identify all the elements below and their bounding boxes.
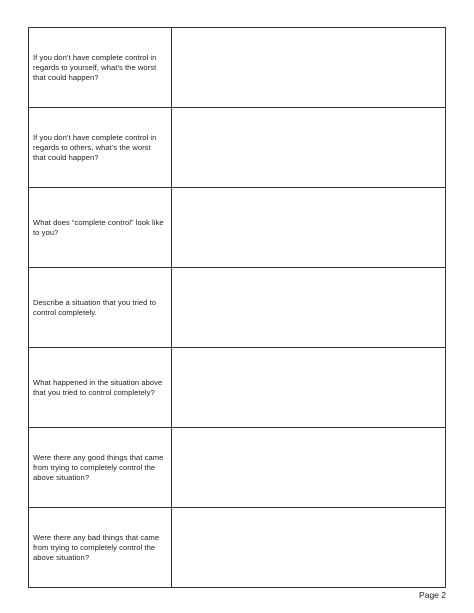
worksheet-row — [29, 268, 446, 348]
worksheet-table — [28, 27, 446, 588]
worksheet-row — [29, 348, 446, 428]
question-cell — [29, 268, 172, 348]
worksheet-row — [29, 28, 446, 108]
question-text: If you don’t have complete control in regards to others, what’s the worst that could happen? — [33, 132, 157, 162]
question-cell — [29, 108, 172, 188]
answer-cell[interactable] — [172, 508, 446, 588]
question-cell — [29, 188, 172, 268]
question-cell — [29, 348, 172, 428]
question-cell — [29, 428, 172, 508]
question-text: If you don’t have complete control in regards to yourself, what’s the worst that could happen? — [33, 52, 157, 82]
worksheet-row — [29, 428, 446, 508]
answer-cell[interactable] — [172, 268, 446, 348]
question-cell — [29, 28, 172, 108]
answer-cell[interactable] — [172, 108, 446, 188]
question-text: Were there any good things that came from trying to completely control the above situation? — [33, 452, 164, 482]
answer-cell[interactable] — [172, 188, 446, 268]
question-cell — [29, 508, 172, 588]
answer-cell[interactable] — [172, 348, 446, 428]
question-text: Were there any bad things that came from trying to completely control the above situation? — [33, 532, 160, 562]
worksheet-row — [29, 508, 446, 588]
question-text: Describe a situation that you tried to control completely. — [33, 297, 157, 317]
page-number: Page 2 — [419, 590, 446, 600]
question-text: What does “complete control” look like to you? — [33, 217, 164, 237]
answer-cell[interactable] — [172, 28, 446, 108]
worksheet-row — [29, 108, 446, 188]
answer-cell[interactable] — [172, 428, 446, 508]
question-text: What happened in the situation above that you tried to control completely? — [33, 377, 163, 397]
worksheet-row — [29, 188, 446, 268]
